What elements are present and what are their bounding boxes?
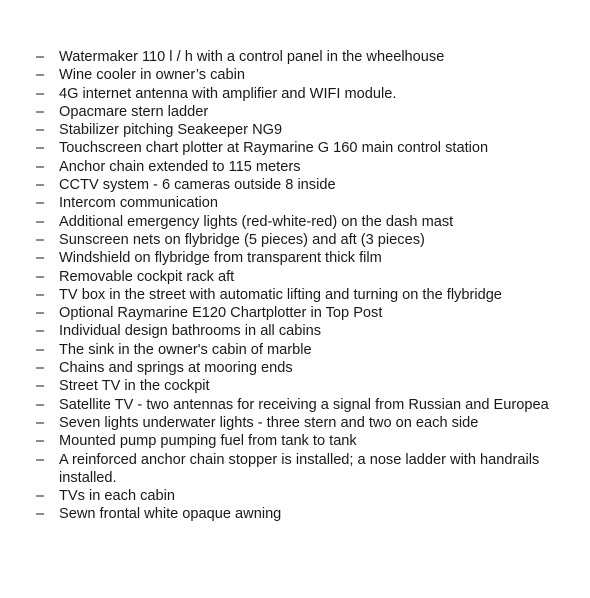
list-item [36, 158, 562, 176]
list-item [36, 213, 562, 231]
list-item [36, 48, 562, 66]
list-item [36, 194, 562, 212]
list-item-text: Watermaker 110 l / h with a control panel in the wheelhouse [59, 49, 445, 65]
dash-bullet: – [36, 85, 45, 102]
dash-bullet: – [36, 250, 45, 267]
dash-bullet: – [36, 67, 45, 84]
list-item-text: Wine cooler in owner’s cabin [59, 67, 246, 84]
dash-bullet: – [36, 341, 45, 358]
list-item-text: The sink in the owner's cabin of marble [59, 341, 312, 358]
list-item-text: Sewn frontal white opaque awning [59, 506, 282, 523]
list-item [36, 341, 562, 359]
list-item-text: Stabilizer pitching Seakeeper NG9 [59, 122, 283, 139]
list-item-text: Additional emergency lights (red-white-red) on the dash mast [59, 213, 454, 230]
equipment-list [36, 48, 562, 524]
dash-bullet: – [36, 231, 45, 248]
dash-bullet: – [36, 213, 45, 230]
dash-bullet: – [36, 506, 45, 523]
dash-bullet: – [36, 414, 45, 431]
list-item [36, 231, 562, 249]
list-item [36, 103, 562, 121]
dash-bullet: – [36, 158, 45, 175]
dash-bullet: – [36, 305, 45, 322]
list-item [36, 249, 562, 267]
list-item-text: 4G internet antenna with amplifier and WIFI module. [59, 85, 397, 102]
dash-bullet: – [36, 396, 45, 413]
list-item-text: Anchor chain extended to 115 meters [59, 158, 301, 175]
dash-bullet: – [36, 195, 45, 212]
list-item-text: TVs in each cabin [59, 488, 176, 505]
list-item [36, 286, 562, 304]
dash-bullet: – [36, 122, 45, 139]
dash-bullet: – [36, 323, 45, 340]
list-item-text: Sunscreen nets on flybridge (5 pieces) and aft (3 pieces) [59, 231, 425, 248]
list-item-text: Intercom communication [59, 195, 218, 212]
list-item-text: Mounted pump pumping fuel from tank to tank [59, 433, 357, 450]
list-item [36, 304, 562, 322]
list-item-text: CCTV system - 6 cameras outside 8 inside [59, 177, 336, 194]
list-item [36, 414, 562, 432]
list-item-text: Removable cockpit rack aft [59, 268, 235, 285]
list-item [36, 487, 562, 505]
list-item-text: A reinforced anchor chain stopper is installed; a nose ladder with handrails installed. [59, 451, 540, 486]
dash-bullet: – [36, 451, 45, 468]
list-item-text: Touchscreen chart plotter at Raymarine G 160 main control station [59, 140, 489, 157]
list-item [36, 451, 562, 488]
list-item-text: Seven lights underwater lights - three stern and two on each side [59, 414, 479, 431]
dash-bullet: – [36, 378, 45, 395]
list-item-text: Street TV in the cockpit [59, 378, 210, 395]
list-item [36, 85, 562, 103]
list-item [36, 432, 562, 450]
list-item-text: Individual design bathrooms in all cabins [59, 323, 322, 340]
dash-bullet: – [36, 360, 45, 377]
list-item-text: Windshield on flybridge from transparent thick film [59, 250, 382, 267]
list-item [36, 139, 562, 157]
dash-bullet: – [36, 488, 45, 505]
dash-bullet: – [36, 140, 45, 157]
list-item [36, 176, 562, 194]
list-item-text: TV box in the street with automatic lifting and turning on the flybridge [59, 286, 502, 303]
list-item [36, 377, 562, 395]
list-item-text: Satellite TV - two antennas for receiving a signal from Russian and Europea [59, 396, 549, 413]
dash-bullet: – [36, 433, 45, 450]
list-item [36, 396, 562, 414]
dash-bullet: – [36, 286, 45, 303]
dash-bullet: – [36, 268, 45, 285]
list-item [36, 505, 562, 523]
list-item [36, 66, 562, 84]
list-item [36, 268, 562, 286]
list-item [36, 121, 562, 139]
dash-bullet: – [36, 49, 45, 65]
dash-bullet: – [36, 103, 45, 120]
list-item-text: Chains and springs at mooring ends [59, 360, 293, 377]
list-item-text: Optional Raymarine E120 Chartplotter in Top Post [59, 305, 383, 322]
list-item [36, 322, 562, 340]
list-item [36, 359, 562, 377]
list-item-text: Opacmare stern ladder [59, 103, 209, 120]
dash-bullet: – [36, 177, 45, 194]
